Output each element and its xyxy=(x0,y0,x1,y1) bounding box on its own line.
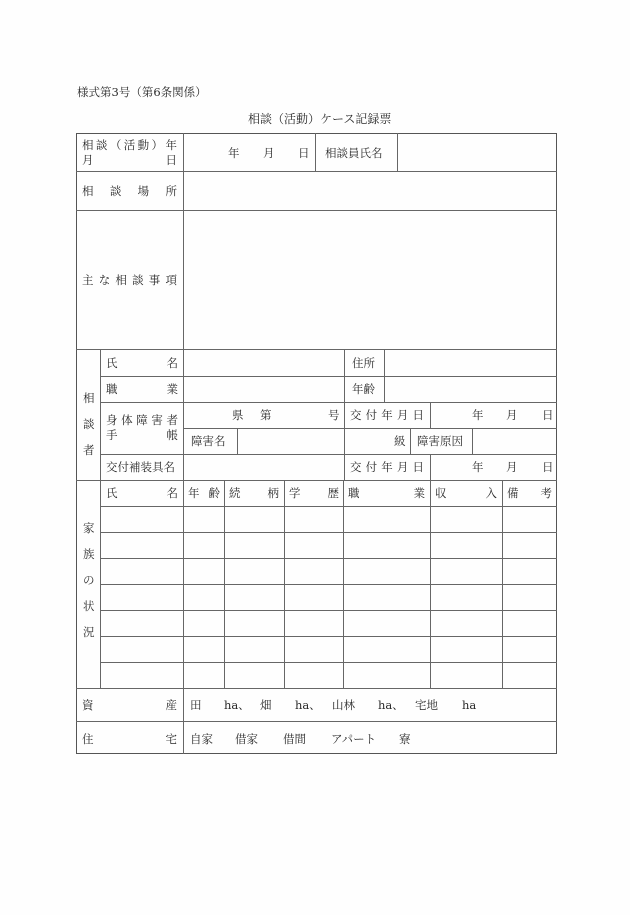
handbook-prefecture: 県 xyxy=(232,408,244,422)
housing-option-rented-room[interactable]: 借間 xyxy=(283,732,306,746)
asset-rice-field: 田 xyxy=(190,698,202,712)
consult-date-label-line2: 月 日 xyxy=(82,153,177,167)
consult-place-label: 相 談 場 所 xyxy=(82,184,177,198)
family-col-income: 収 入 xyxy=(435,486,497,500)
asset-unit: ha xyxy=(462,698,477,712)
divider xyxy=(430,402,431,428)
family-row-3[interactable] xyxy=(101,559,556,583)
divider xyxy=(100,402,557,403)
handbook-label-line1: 身 体 障 害 者 xyxy=(106,413,178,427)
client-address-field[interactable] xyxy=(385,350,556,375)
family-col-education: 学 歴 xyxy=(289,486,339,500)
client-group-label: 相 談 者 xyxy=(83,391,95,457)
consult-place-field[interactable] xyxy=(184,172,556,209)
client-age-field[interactable] xyxy=(385,377,556,401)
housing-option-rented-house[interactable]: 借家 xyxy=(235,732,258,746)
form-id: 様式第3号（第6条関係） xyxy=(77,85,207,99)
divider xyxy=(76,688,557,689)
disability-name-label: 障害名 xyxy=(191,434,226,448)
housing-option-apartment[interactable]: アパート xyxy=(331,732,377,746)
family-col-name: 氏 名 xyxy=(106,486,178,500)
issue-year: 年 xyxy=(472,408,484,422)
counselor-name-field[interactable] xyxy=(398,134,556,170)
aid-issue-date-label: 交 付 年 月 日 xyxy=(350,460,424,474)
asset-forest: 山林 xyxy=(332,698,355,712)
aid-issue-day: 日 xyxy=(542,460,554,474)
divider xyxy=(430,454,431,480)
aid-issue-month: 月 xyxy=(506,460,518,474)
aid-label: 交付補装具名 xyxy=(106,460,175,474)
asset-unit: ha、 xyxy=(295,698,321,712)
asset-unit: ha、 xyxy=(224,698,250,712)
family-row-2[interactable] xyxy=(101,533,556,557)
divider xyxy=(410,428,411,454)
grade-label: 級 xyxy=(394,434,406,448)
aid-issue-year: 年 xyxy=(472,460,484,474)
aid-field[interactable] xyxy=(184,455,343,479)
asset-unit: ha、 xyxy=(378,698,404,712)
disability-name-field[interactable] xyxy=(238,429,343,453)
family-col-relation: 続 柄 xyxy=(229,486,279,500)
issue-day: 日 xyxy=(542,408,554,422)
disability-cause-label: 障害原因 xyxy=(417,434,463,448)
housing-option-own[interactable]: 自家 xyxy=(190,732,213,746)
issue-month: 月 xyxy=(506,408,518,422)
family-col-occupation: 職 業 xyxy=(348,486,425,500)
client-occupation-label: 職 業 xyxy=(106,382,178,396)
client-age-label: 年齢 xyxy=(352,382,375,396)
main-matters-label: 主 な 相 談 事 項 xyxy=(82,273,177,287)
main-matters-field[interactable] xyxy=(184,211,556,348)
handbook-issue-date-label: 交 付 年 月 日 xyxy=(350,408,424,422)
client-address-label: 住所 xyxy=(352,356,375,370)
divider xyxy=(344,349,345,480)
family-group-label: 家 族 の 状 況 xyxy=(83,521,95,639)
family-col-remarks: 備 考 xyxy=(507,486,552,500)
client-name-field[interactable] xyxy=(184,350,343,375)
consult-date-field[interactable] xyxy=(184,134,314,170)
family-col-age: 年 齢 xyxy=(188,486,220,500)
consult-date-label-line1: 相 談 （ 活 動 ） 年 xyxy=(82,138,177,152)
asset-residential: 宅地 xyxy=(415,698,438,712)
family-row-1[interactable] xyxy=(101,507,556,531)
divider xyxy=(76,721,557,722)
handbook-number-suffix: 号 xyxy=(328,408,340,422)
asset-dry-field: 畑 xyxy=(260,698,272,712)
form-title: 相談（活動）ケース記録票 xyxy=(248,112,392,126)
family-row-6[interactable] xyxy=(101,637,556,661)
handbook-number-prefix: 第 xyxy=(260,408,272,422)
family-row-4[interactable] xyxy=(101,585,556,609)
assets-label: 資 産 xyxy=(82,698,177,712)
family-row-7[interactable] xyxy=(101,663,556,687)
housing-option-dormitory[interactable]: 寮 xyxy=(399,732,411,746)
family-row-5[interactable] xyxy=(101,611,556,635)
divider xyxy=(76,480,557,481)
handbook-label-line2: 手 帳 xyxy=(106,428,178,442)
date-month: 月 xyxy=(263,146,275,160)
client-occupation-field[interactable] xyxy=(184,377,343,401)
divider xyxy=(315,133,316,171)
counselor-name-label: 相談員氏名 xyxy=(325,146,383,160)
date-year: 年 xyxy=(228,146,240,160)
date-day: 日 xyxy=(298,146,310,160)
client-name-label: 氏 名 xyxy=(106,356,178,370)
housing-label: 住 宅 xyxy=(82,732,177,746)
disability-cause-field[interactable] xyxy=(473,429,556,453)
